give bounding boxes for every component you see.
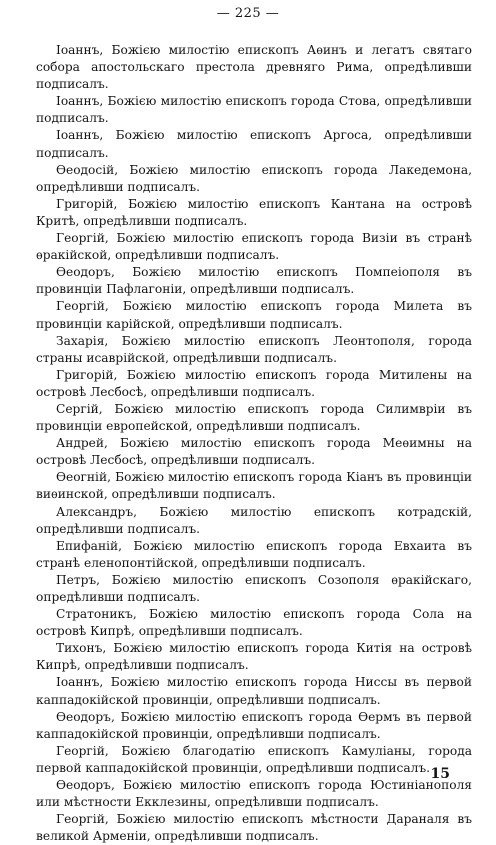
- signature-entry: Ѳеогній, Божією милостію епископъ города Кіанъ въ провинціи виѳинской, опредѣливши подписалъ.: [36, 470, 472, 502]
- signature-entry: Іоаннъ, Божією милостію епископъ города Ниссы въ первой каппадокійской провинціи, опредѣливши подписалъ.: [36, 675, 472, 707]
- signature-entry: Георгій, Божією милостію епископъ города Милета въ провинціи карійской, опредѣливши подписалъ.: [36, 299, 472, 331]
- signature-entry: Іоаннъ, Божією милостію епископъ города Стова, опредѣливши подписалъ.: [36, 94, 472, 126]
- signature-entry: Андрей, Божією милостію епископъ города Меѳимны на островѣ Лесбосѣ, опредѣливши подписалъ.: [36, 436, 472, 468]
- printer-signature-mark: 15: [430, 766, 450, 782]
- signature-entry: Ѳеодоръ, Божією милостію епископъ города Юстиніанополя или мѣстности Екклезины, опредѣливши подписалъ.: [36, 778, 472, 810]
- signature-entry: Григорій, Божією милостію епископъ Кантана на островѣ Критѣ, опредѣливши подписалъ.: [36, 196, 472, 228]
- signature-entry: Григорій, Божією милостію епископъ города Митилены на островѣ Лесбосѣ, опредѣливши подписалъ.: [36, 367, 472, 399]
- signature-entry: Сергій, Божією милостію епископъ города Силимвріи въ провинціи европейской, опредѣливши подписалъ.: [36, 401, 472, 434]
- signature-entry: Георгій, Божією милостію епископъ мѣстности Дараналя въ великой Арменіи, опредѣливши подписалъ.: [36, 812, 472, 844]
- signature-entry: Іоаннъ, Божією милостію епископъ Аргоса, опредѣливши подписалъ.: [36, 128, 472, 160]
- page-number: — 225 —: [216, 6, 280, 21]
- signature-entry: Тихонъ, Божією милостію епископъ города Китія на островѣ Кипрѣ, опредѣливши подписалъ.: [36, 641, 472, 673]
- signature-entry: Петръ, Божією милостію епископъ Созополя ѳракійскаго, опредѣливши подписалъ.: [36, 572, 472, 604]
- signature-entry: Георгій, Божією благодатію епископъ Камуліаны, города первой каппадокійской провинціи, опредѣливши подписалъ.: [36, 743, 472, 775]
- signature-entry: Іоаннъ, Божією милостію епископъ Аѳинъ и легатъ святаго собора апостольскаго престола древняго Рима, опредѣливши подписалъ.: [36, 43, 472, 92]
- signature-entry: Захарія, Божією милостію епископъ Леонтополя, города страны исаврійской, опредѣливши подписалъ.: [36, 333, 472, 365]
- signature-entry: Епифаній, Божією милостію епископъ города Евхаита въ странѣ еленопонтійской, опредѣливши подписалъ.: [36, 538, 472, 570]
- signature-entry: Стратоникъ, Божією милостію епископъ города Сола на островѣ Кипрѣ, опредѣливши подписалъ.: [36, 607, 472, 639]
- signature-entry: Ѳеодоръ, Божією милостію епископъ Помпеіополя въ провинціи Пафлагоніи, опредѣливши подписалъ.: [36, 265, 472, 297]
- body-text: [36, 42, 472, 845]
- signature-entry: Александръ, Божією милостію епископъ котрадскій, опредѣливши подписалъ.: [36, 504, 472, 536]
- signature-entry: Георгій, Божією милостію епископъ города Визіи въ странѣ ѳракійской, опредѣливши подписалъ.: [36, 231, 472, 263]
- signature-entry: Ѳеодосій, Божією милостію епископъ города Лакедемона, опредѣливши подписалъ.: [36, 162, 472, 194]
- signature-entry: Ѳеодоръ, Божією милостію епископъ города Ѳермъ въ первой каппадокійской провинціи, опредѣливши подписалъ.: [36, 709, 472, 741]
